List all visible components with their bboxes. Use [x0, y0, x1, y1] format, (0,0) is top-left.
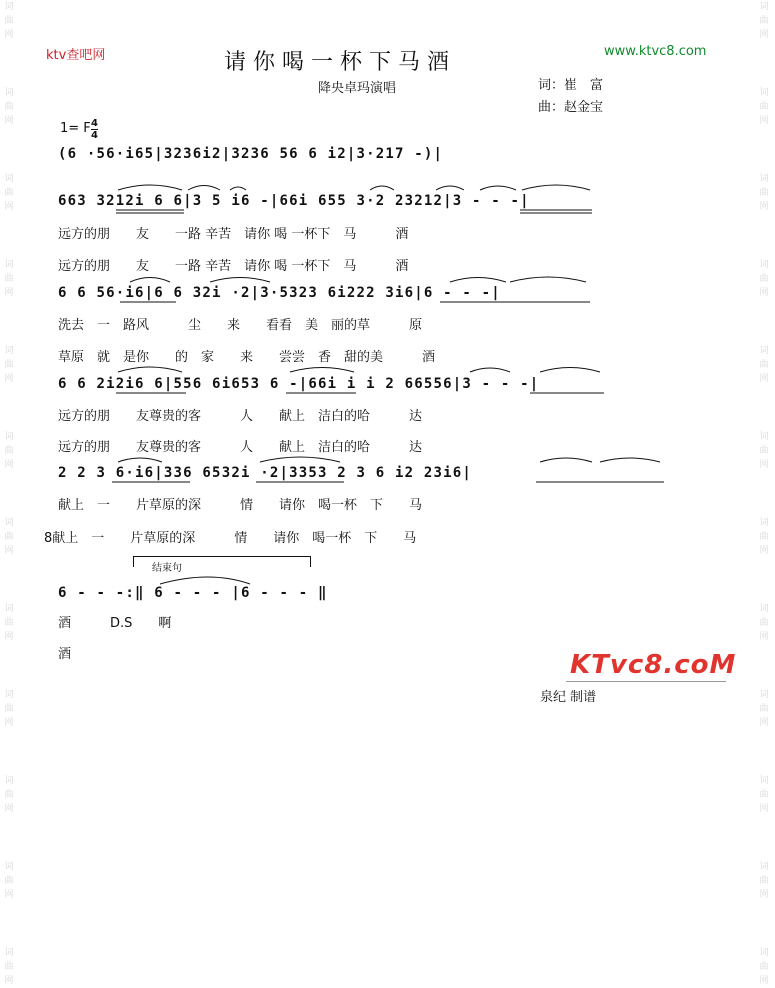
watermark-site-right: www.ktvc8.com	[604, 44, 707, 59]
key-signature: 1= F	[60, 121, 91, 136]
time-signature: $\frac{4}{4}$	[91, 118, 98, 141]
notation-line-2: 6 6 56·i6|6 6 32i ·2|3·5323 6i222 3i6|6 - - -|	[58, 285, 501, 301]
side-watermark-right: 词曲网 词曲网 词曲网 词曲网 词曲网 词曲网 词曲网 词曲网 词曲网 词曲网 词曲网 词曲网	[759, 2, 769, 986]
score-source: 泉纪 制谱	[540, 690, 597, 705]
lyricist-credit: 词：崔 富	[538, 78, 604, 93]
composer-credit: 曲：赵金宝	[538, 100, 604, 115]
lyric-line-4b: 8献上 一 片草原的深 情 请你 喝一杯 下 马	[44, 531, 417, 546]
lyric-line-2b: 草原 就 是你 的 家 来 尝尝 香 甜的美 酒	[58, 350, 436, 365]
notation-line-ending: 6 - - -:‖ 6 - - - |6 - - - ‖	[58, 585, 328, 601]
singer-credit: 降央卓玛演唱	[318, 81, 397, 96]
lyric-line-1b: 远方的朋 友 一路 辛苦 请你 喝 一杯下 马 酒	[58, 259, 409, 274]
watermark-site-left: ktv查吧网	[46, 48, 106, 63]
ktvc8-logo: KTvc8.coM	[570, 650, 737, 680]
ending-label: 结束句	[152, 563, 182, 574]
notation-line-intro: (6 ·56·i65|3236i2|3236 56 6 i2|3·217 -)|	[58, 146, 444, 162]
lyric-line-ending-a: 酒 D.S 啊	[58, 616, 172, 631]
song-title: 请你喝一杯下马酒	[224, 50, 457, 75]
lyric-line-ending-b: 酒	[58, 647, 72, 662]
lyric-line-4a: 献上 一 片草原的深 情 请你 喝一杯 下 马	[58, 498, 423, 513]
notation-line-1: 663 3212i 6 6|3 5 i6 -|66i 655 3·2 23212|3 - - -|	[58, 193, 530, 209]
side-watermark-left: 词曲网 词曲网 词曲网 词曲网 词曲网 词曲网 词曲网 词曲网 词曲网 词曲网 词曲网 词曲网	[4, 2, 14, 986]
lyric-line-3b: 远方的朋 友尊贵的客 人 献上 洁白的哈 达	[58, 440, 423, 455]
notation-line-4: 2 2 3 6·i6|336 6532i ·2|3353 2 3 6 i2 23i6|	[58, 465, 473, 481]
lyric-line-2a: 洗去 一 路风 尘 来 看看 美 丽的草 原	[58, 318, 423, 333]
logo-underline	[566, 681, 726, 682]
notation-line-3: 6 6 2i2i6 6|556 6i653 6 -|66i i i 2 66556|3 - - -|	[58, 376, 540, 392]
lyric-line-1a: 远方的朋 友 一路 辛苦 请你 喝 一杯下 马 酒	[58, 227, 409, 242]
lyric-line-3a: 远方的朋 友尊贵的客 人 献上 洁白的哈 达	[58, 409, 423, 424]
